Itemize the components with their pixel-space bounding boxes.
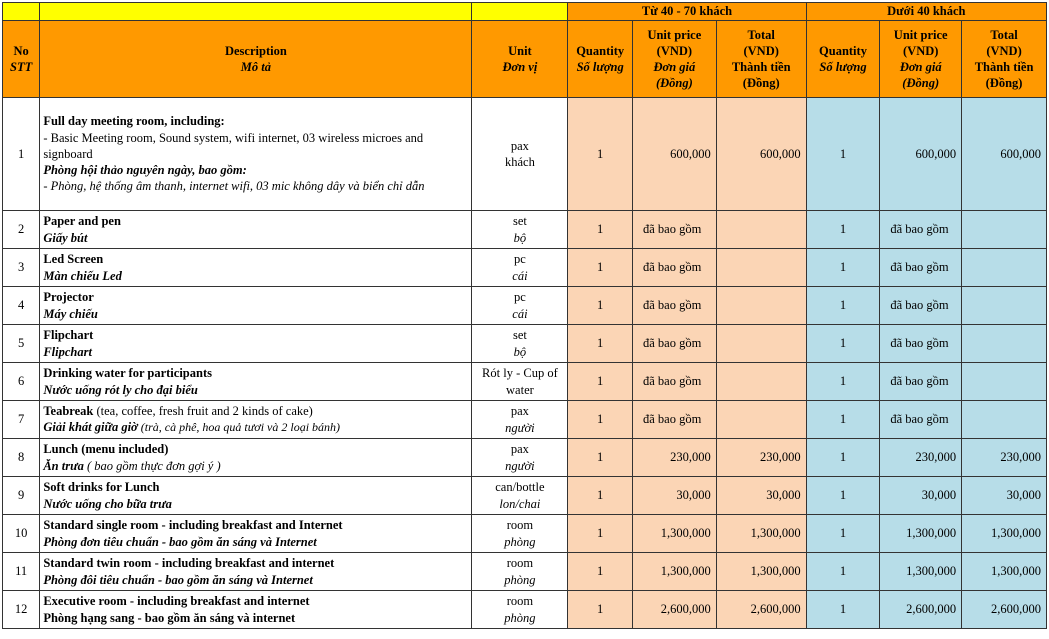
unit-vi: lon/chai xyxy=(499,496,541,511)
unit-cell xyxy=(472,477,568,515)
description-cell xyxy=(40,211,472,249)
quantity-value: 1 xyxy=(597,488,604,503)
row-number-text: 6 xyxy=(18,374,25,389)
quantity-value: 1 xyxy=(597,602,604,617)
col-header-description-en: Description xyxy=(224,43,287,58)
quantity-cell-group2 xyxy=(806,98,880,211)
desc-vi: Nước uống cho bữa trưa xyxy=(43,496,172,511)
row-number-text: 9 xyxy=(18,488,25,503)
unit-vi: phòng xyxy=(504,534,536,549)
desc-en: Standard single room - including breakfast and Internet xyxy=(43,518,343,533)
unit-cell xyxy=(472,401,568,439)
total-value: 1,300,000 xyxy=(991,564,1041,579)
unit-price-cell-group1 xyxy=(632,439,716,477)
quantity-value: 1 xyxy=(597,526,604,541)
unit-price-cell-group2 xyxy=(880,515,962,553)
col-header-unit-price-currency: (VND) xyxy=(903,43,939,58)
total-cell-group1 xyxy=(716,515,806,553)
total-value: 1,300,000 xyxy=(991,526,1041,541)
quantity-cell-group2 xyxy=(806,553,880,591)
total-cell-group2 xyxy=(962,249,1047,287)
table-row xyxy=(3,591,1047,629)
desc-en: Flipchart xyxy=(43,328,94,343)
unit-price-value: đã bao gồm xyxy=(642,336,702,351)
total-cell-group1 xyxy=(716,98,806,211)
row-number xyxy=(3,553,40,591)
quantity-cell-group1 xyxy=(568,249,633,287)
total-cell-group2 xyxy=(962,363,1047,401)
desc-en: Standard twin room - including breakfast and internet xyxy=(43,556,335,571)
quantity-cell-group2 xyxy=(806,287,880,325)
total-cell-group1 xyxy=(716,325,806,363)
unit-en: can/bottle xyxy=(495,480,545,495)
total-cell-group2 xyxy=(962,325,1047,363)
description-cell xyxy=(40,477,472,515)
unit-vi: bộ xyxy=(513,230,527,245)
unit-price-cell-group1 xyxy=(632,363,716,401)
row-number-text: 5 xyxy=(18,336,25,351)
unit-cell xyxy=(472,515,568,553)
description-cell xyxy=(40,363,472,401)
quantity-cell-group1 xyxy=(568,515,633,553)
desc-en: Lunch (menu included) xyxy=(43,442,169,457)
unit-price-cell-group1 xyxy=(632,249,716,287)
row-number xyxy=(3,211,40,249)
col-header-total-2 xyxy=(962,21,1047,98)
total-cell-group2 xyxy=(962,211,1047,249)
quantity-cell-group1 xyxy=(568,325,633,363)
unit-en: set xyxy=(512,214,527,229)
table-row xyxy=(3,363,1047,401)
unit-cell xyxy=(472,439,568,477)
unit-price-value: đã bao gồm xyxy=(890,222,949,237)
col-header-unit-vi: Đơn vị xyxy=(502,60,538,74)
unit-price-value: 30,000 xyxy=(921,488,957,503)
total-cell-group1 xyxy=(716,439,806,477)
total-value: 230,000 xyxy=(760,450,801,465)
total-cell-group2 xyxy=(962,553,1047,591)
row-number-text: 4 xyxy=(18,298,25,313)
row-number-text: 7 xyxy=(18,412,25,427)
unit-price-value: 1,300,000 xyxy=(660,564,711,579)
col-header-unit-en: Unit xyxy=(508,43,532,58)
unit-price-value: đã bao gồm xyxy=(642,222,702,237)
table-row xyxy=(3,553,1047,591)
quantity-value: 1 xyxy=(839,602,847,617)
col-header-unit-price-vi: Đơn giá xyxy=(899,60,942,74)
unit-price-cell-group2 xyxy=(880,211,962,249)
total-cell-group1 xyxy=(716,287,806,325)
desc-vi-extra: ( bao gồm thực đơn gợi ý ) xyxy=(83,458,221,473)
desc-en: Executive room - including breakfast and internet xyxy=(43,594,310,609)
row-number xyxy=(3,249,40,287)
quantity-value: 1 xyxy=(839,564,847,579)
desc-en: Led Screen xyxy=(43,252,104,267)
quantity-value: 1 xyxy=(597,222,604,237)
table-row xyxy=(3,401,1047,439)
quantity-value: 1 xyxy=(597,298,604,313)
col-header-unit-price-currency: (VND) xyxy=(656,43,693,58)
unit-cell xyxy=(472,363,568,401)
total-value: 1,300,000 xyxy=(750,564,801,579)
col-header-total-vi: Thành tiền xyxy=(731,60,791,74)
unit-price-value: đã bao gồm xyxy=(890,298,949,313)
col-header-total-currency: (VND) xyxy=(986,43,1022,58)
quantity-cell-group2 xyxy=(806,477,880,515)
desc-vi: Giải khát giữa giờ xyxy=(43,420,138,435)
unit-en: pax xyxy=(510,442,529,457)
description-cell xyxy=(40,515,472,553)
unit-price-cell-group1 xyxy=(632,287,716,325)
quantity-cell-group1 xyxy=(568,439,633,477)
group-header-under-40: Dưới 40 khách xyxy=(806,3,1046,21)
unit-price-cell-group2 xyxy=(880,363,962,401)
total-cell-group2 xyxy=(962,591,1047,629)
quantity-value: 1 xyxy=(839,260,847,275)
unit-cell xyxy=(472,211,568,249)
total-cell-group1 xyxy=(716,401,806,439)
unit-cell xyxy=(472,325,568,363)
desc-en: Paper and pen xyxy=(43,214,121,229)
quantity-value: 1 xyxy=(597,564,604,579)
quantity-cell-group2 xyxy=(806,249,880,287)
unit-price-value: đã bao gồm xyxy=(642,374,702,389)
col-header-total-1 xyxy=(716,21,806,98)
total-cell-group2 xyxy=(962,287,1047,325)
total-value: 30,000 xyxy=(1006,488,1041,503)
desc-vi: Ăn trưa xyxy=(43,458,84,473)
unit-price-cell-group1 xyxy=(632,591,716,629)
unit-en: pc xyxy=(514,290,526,305)
col-header-quantity-vi: Số lượng xyxy=(576,60,624,74)
unit-price-value: 1,300,000 xyxy=(660,526,711,541)
total-cell-group1 xyxy=(716,249,806,287)
quantity-value: 1 xyxy=(839,374,847,389)
row-number-text: 2 xyxy=(18,222,25,237)
quantity-value: 1 xyxy=(839,488,847,503)
unit-vi: người xyxy=(505,458,535,473)
col-header-unit-price-en: Unit price xyxy=(647,27,702,42)
quantity-cell-group1 xyxy=(568,477,633,515)
description-cell xyxy=(40,249,472,287)
desc-vi: Flipchart xyxy=(43,344,92,359)
total-value: 600,000 xyxy=(760,146,801,161)
quantity-value: 1 xyxy=(597,146,604,161)
col-header-unit-price-1 xyxy=(632,21,716,98)
unit-en: Rót ly - Cup of xyxy=(482,366,558,381)
total-value: 1,300,000 xyxy=(750,526,801,541)
unit-vi: bộ xyxy=(513,344,527,359)
unit-price-cell-group2 xyxy=(880,287,962,325)
quantity-cell-group2 xyxy=(806,439,880,477)
unit-price-value: 30,000 xyxy=(676,488,711,503)
unit-price-value: 600,000 xyxy=(915,146,957,161)
col-header-unit xyxy=(472,21,568,98)
header-spacer xyxy=(3,3,40,21)
desc-vi: Phòng hội thảo nguyên ngày, bao gồm: xyxy=(43,163,247,178)
unit-en: room xyxy=(506,518,534,533)
quantity-value: 1 xyxy=(839,222,847,237)
row-number xyxy=(3,591,40,629)
unit-en: room xyxy=(506,594,534,609)
quantity-value: 1 xyxy=(839,298,847,313)
col-header-no-vi: STT xyxy=(10,60,33,74)
desc-vi: Máy chiếu xyxy=(43,306,98,321)
col-header-total-vi: Thành tiền xyxy=(974,60,1034,74)
header-spacer xyxy=(472,3,568,21)
row-number-text: 10 xyxy=(14,526,28,541)
desc-vi: Phòng đôi tiêu chuẩn - bao gồm ăn sáng và Internet xyxy=(43,572,313,587)
col-header-total-en: Total xyxy=(990,27,1018,42)
desc-vi: Phòng hạng sang - bao gồm ăn sáng và internet xyxy=(43,610,296,625)
unit-en: set xyxy=(512,328,527,343)
total-cell-group2 xyxy=(962,98,1047,211)
unit-price-cell-group2 xyxy=(880,591,962,629)
total-cell-group2 xyxy=(962,477,1047,515)
table-row xyxy=(3,325,1047,363)
total-cell-group1 xyxy=(716,591,806,629)
quantity-value: 1 xyxy=(597,450,604,465)
quantity-cell-group1 xyxy=(568,287,633,325)
quantity-cell-group2 xyxy=(806,401,880,439)
desc-vi: Nước uống rót ly cho đại biểu xyxy=(43,382,198,397)
unit-price-value: 600,000 xyxy=(670,146,711,161)
col-header-quantity-1 xyxy=(568,21,633,98)
unit-price-cell-group1 xyxy=(632,477,716,515)
description-cell xyxy=(40,439,472,477)
row-number xyxy=(3,477,40,515)
quantity-cell-group2 xyxy=(806,515,880,553)
row-number xyxy=(3,439,40,477)
col-header-description-vi: Mô tả xyxy=(240,60,271,74)
quantity-cell-group2 xyxy=(806,211,880,249)
description-cell xyxy=(40,591,472,629)
unit-price-value: 230,000 xyxy=(670,450,711,465)
unit-price-value: đã bao gồm xyxy=(890,374,949,389)
row-number xyxy=(3,515,40,553)
col-header-total-vi-currency: (Đồng) xyxy=(985,76,1023,91)
total-cell-group2 xyxy=(962,439,1047,477)
unit-price-cell-group2 xyxy=(880,477,962,515)
unit-price-cell-group2 xyxy=(880,439,962,477)
unit-price-cell-group1 xyxy=(632,211,716,249)
unit-vi: phòng xyxy=(504,610,536,625)
quantity-value: 1 xyxy=(597,374,604,389)
unit-price-value: 230,000 xyxy=(915,450,957,465)
total-value: 30,000 xyxy=(766,488,801,503)
total-value: 2,600,000 xyxy=(750,602,801,617)
col-header-no-en: No xyxy=(13,43,29,58)
total-cell-group1 xyxy=(716,211,806,249)
row-number-text: 8 xyxy=(18,450,25,465)
quantity-cell-group2 xyxy=(806,325,880,363)
unit-en: pax xyxy=(510,138,529,153)
total-cell-group1 xyxy=(716,553,806,591)
table-row xyxy=(3,211,1047,249)
table-row xyxy=(3,287,1047,325)
unit-price-cell-group1 xyxy=(632,553,716,591)
col-header-unit-price-vi: Đơn giá xyxy=(653,60,696,74)
desc-vi: Phòng đơn tiêu chuẩn - bao gồm ăn sáng và Internet xyxy=(43,534,317,549)
unit-price-cell-group1 xyxy=(632,325,716,363)
description-cell xyxy=(40,553,472,591)
col-header-unit-price-vi-currency: (Đồng) xyxy=(655,76,693,91)
unit-price-cell-group1 xyxy=(632,401,716,439)
row-number xyxy=(3,287,40,325)
total-cell-group2 xyxy=(962,401,1047,439)
quantity-value: 1 xyxy=(839,526,847,541)
unit-price-cell-group2 xyxy=(880,98,962,211)
quantity-value: 1 xyxy=(597,260,604,275)
total-cell-group1 xyxy=(716,363,806,401)
desc-en: Full day meeting room, including: xyxy=(43,114,225,129)
unit-cell xyxy=(472,553,568,591)
col-header-total-currency: (VND) xyxy=(743,43,779,58)
total-value: 2,600,000 xyxy=(991,602,1041,617)
quantity-cell-group1 xyxy=(568,591,633,629)
desc-en-detail: - Basic Meeting room, Sound system, wifi internet, 03 wireless microes and signboard xyxy=(43,130,424,161)
description-cell xyxy=(40,401,472,439)
unit-cell xyxy=(472,249,568,287)
group-header-row xyxy=(3,3,1047,21)
col-header-total-vi-currency: (Đồng) xyxy=(742,76,780,91)
col-header-unit-price-vi-currency: (Đồng) xyxy=(902,76,940,91)
description-cell xyxy=(40,325,472,363)
total-cell-group1 xyxy=(716,477,806,515)
row-number xyxy=(3,98,40,211)
total-value: 600,000 xyxy=(1000,146,1041,161)
unit-en: pc xyxy=(514,252,526,267)
col-header-total-en: Total xyxy=(747,27,775,42)
col-header-quantity-en: Quantity xyxy=(819,43,867,58)
quantity-cell-group1 xyxy=(568,211,633,249)
desc-en-extra: (tea, coffee, fresh fruit and 2 kinds of cake) xyxy=(93,404,313,419)
unit-cell xyxy=(472,591,568,629)
col-header-no xyxy=(3,21,40,98)
row-number xyxy=(3,363,40,401)
unit-price-value: 1,300,000 xyxy=(906,564,957,579)
col-header-description xyxy=(40,21,472,98)
quantity-cell-group1 xyxy=(568,401,633,439)
desc-en: Teabreak xyxy=(43,404,94,419)
table-row xyxy=(3,515,1047,553)
unit-en: room xyxy=(506,556,534,571)
column-header-row xyxy=(3,21,1047,98)
unit-price-value: 2,600,000 xyxy=(906,602,957,617)
table-row xyxy=(3,477,1047,515)
desc-en: Soft drinks for Lunch xyxy=(43,480,160,495)
unit-price-value: đã bao gồm xyxy=(642,298,702,313)
unit-en: pax xyxy=(510,404,529,419)
price-quote-table xyxy=(2,2,1047,629)
row-number-text: 12 xyxy=(14,602,28,617)
unit-price-value: đã bao gồm xyxy=(642,412,702,427)
unit-cell xyxy=(472,98,568,211)
total-cell-group2 xyxy=(962,515,1047,553)
unit-price-value: 1,300,000 xyxy=(906,526,957,541)
unit-vi: khách xyxy=(504,155,535,169)
quantity-cell-group1 xyxy=(568,98,633,211)
unit-vi: phòng xyxy=(504,572,536,587)
quantity-value: 1 xyxy=(839,336,847,351)
col-header-quantity-en: Quantity xyxy=(576,43,625,58)
quantity-value: 1 xyxy=(839,146,847,161)
table-body xyxy=(3,98,1047,629)
col-header-quantity-vi: Số lượng xyxy=(819,60,867,74)
quantity-value: 1 xyxy=(839,412,847,427)
header-spacer xyxy=(40,3,472,21)
quantity-cell-group1 xyxy=(568,363,633,401)
quantity-cell-group2 xyxy=(806,363,880,401)
unit-price-cell-group1 xyxy=(632,98,716,211)
description-cell xyxy=(40,98,472,211)
unit-price-value: đã bao gồm xyxy=(890,260,949,275)
col-header-unit-price-en: Unit price xyxy=(893,27,948,42)
desc-en: Projector xyxy=(43,290,94,305)
unit-price-cell-group2 xyxy=(880,401,962,439)
unit-vi: người xyxy=(505,420,535,435)
row-number-text: 11 xyxy=(15,564,28,579)
unit-vi: water xyxy=(506,382,534,397)
row-number-text: 3 xyxy=(18,260,25,275)
quantity-cell-group2 xyxy=(806,591,880,629)
desc-vi: Giấy bút xyxy=(43,230,88,245)
desc-en: Drinking water for participants xyxy=(43,366,212,381)
unit-price-cell-group2 xyxy=(880,249,962,287)
unit-vi: cái xyxy=(512,268,528,283)
unit-vi: cái xyxy=(512,306,528,321)
quantity-cell-group1 xyxy=(568,553,633,591)
unit-price-cell-group1 xyxy=(632,515,716,553)
table-row xyxy=(3,439,1047,477)
row-number xyxy=(3,325,40,363)
description-cell xyxy=(40,287,472,325)
quantity-value: 1 xyxy=(597,336,604,351)
unit-price-value: 2,600,000 xyxy=(660,602,711,617)
col-header-unit-price-2 xyxy=(880,21,962,98)
unit-price-cell-group2 xyxy=(880,325,962,363)
desc-vi-detail: - Phòng, hệ thống âm thanh, internet wifi, 03 mic không dây và biển chỉ dẫn xyxy=(43,179,425,194)
desc-vi-extra: (trà, cà phê, hoa quả tươi và 2 loại bánh) xyxy=(137,420,341,435)
unit-price-value: đã bao gồm xyxy=(890,336,949,351)
table-row xyxy=(3,249,1047,287)
col-header-quantity-2 xyxy=(806,21,880,98)
desc-vi: Màn chiếu Led xyxy=(43,268,122,283)
quantity-value: 1 xyxy=(839,450,847,465)
unit-cell xyxy=(472,287,568,325)
unit-price-value: đã bao gồm xyxy=(890,412,949,427)
quantity-value: 1 xyxy=(597,412,604,427)
table-row xyxy=(3,98,1047,211)
group-header-40-70: Từ 40 - 70 khách xyxy=(568,3,806,21)
row-number-text: 1 xyxy=(18,146,25,161)
total-value: 230,000 xyxy=(1000,450,1041,465)
row-number xyxy=(3,401,40,439)
unit-price-cell-group2 xyxy=(880,553,962,591)
unit-price-value: đã bao gồm xyxy=(642,260,702,275)
